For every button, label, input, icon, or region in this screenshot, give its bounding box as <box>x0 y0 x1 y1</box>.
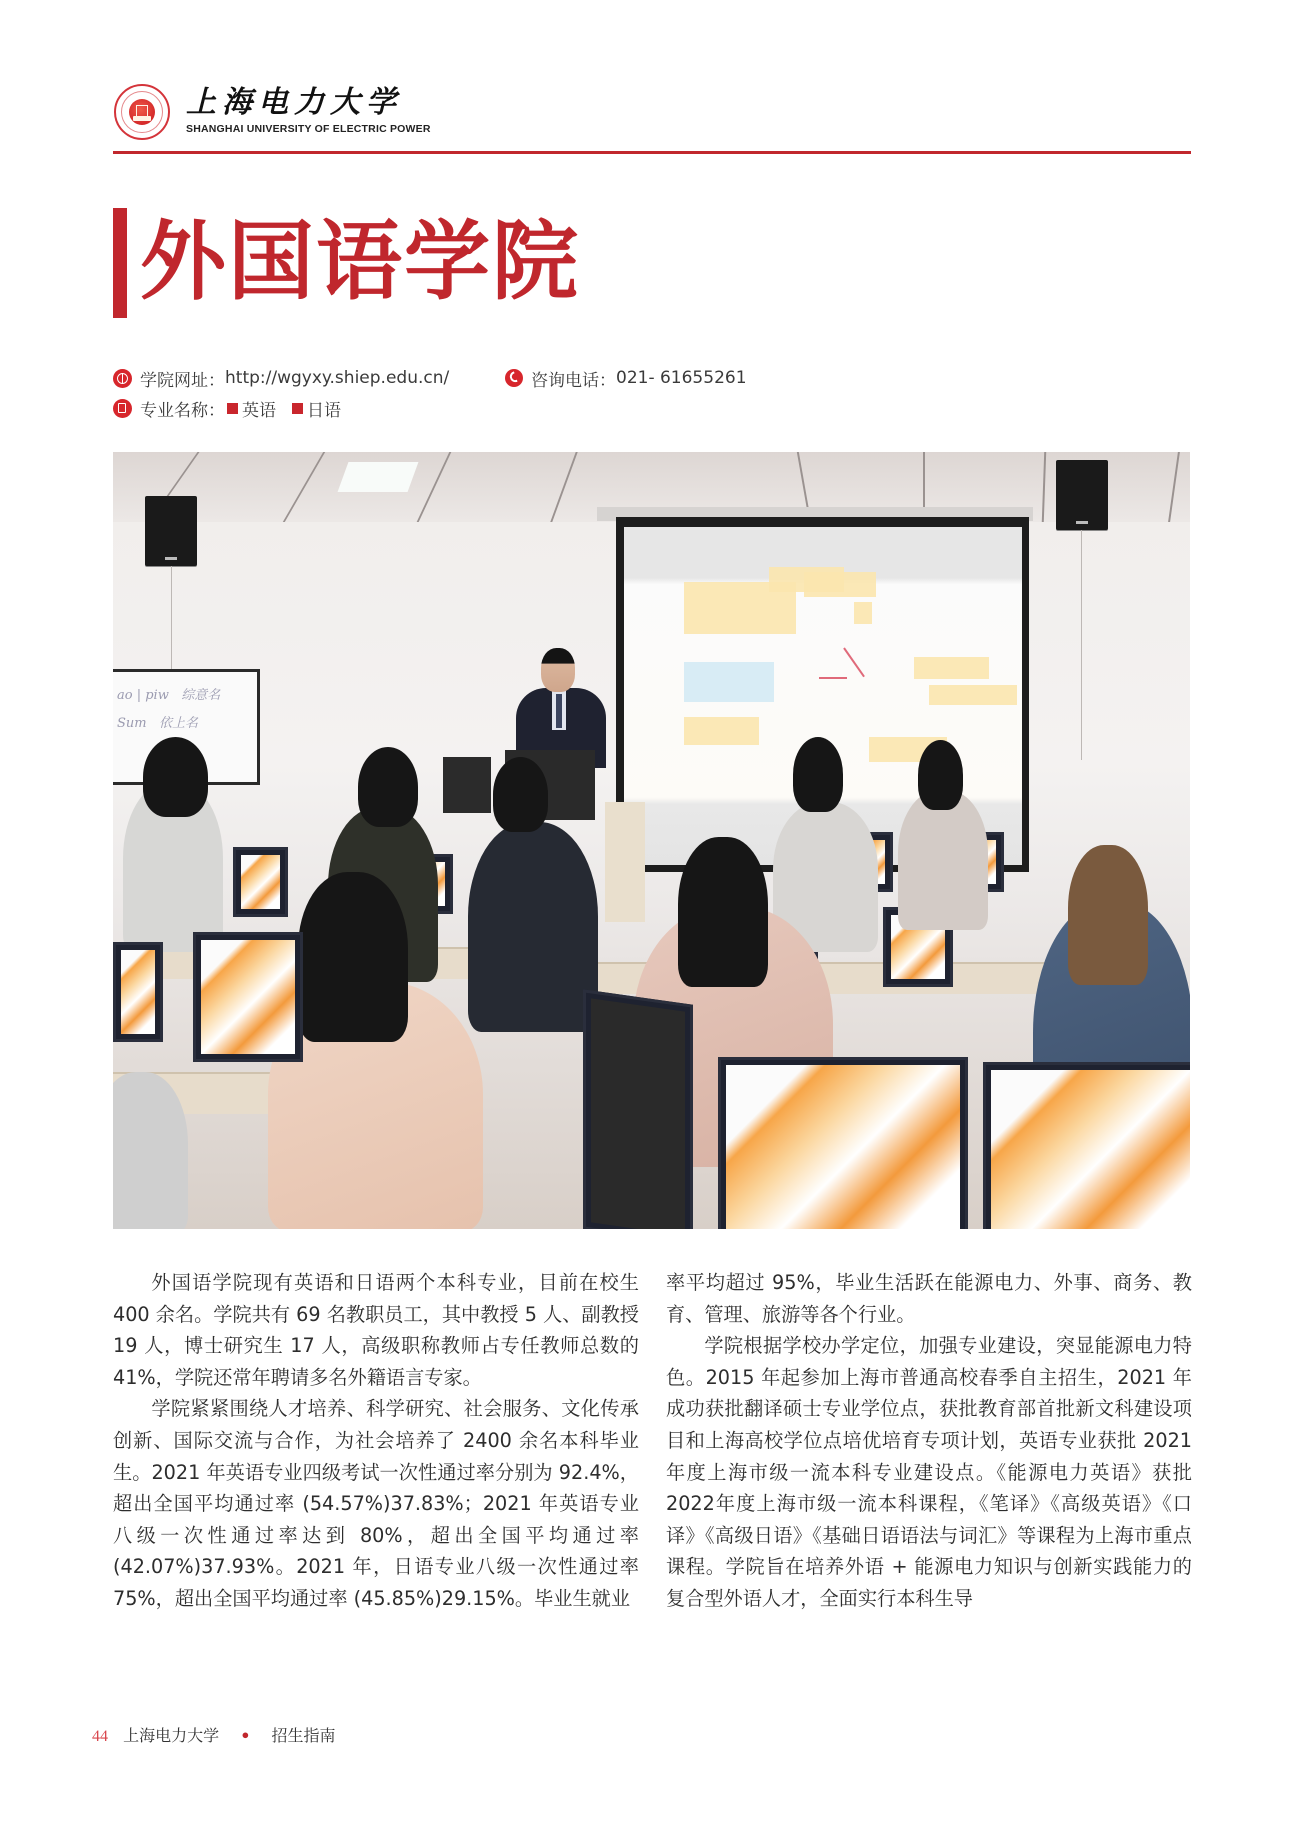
website-link[interactable]: http://wgyxy.shiep.edu.cn/ <box>225 368 450 388</box>
body-right-column <box>666 1267 1192 1615</box>
website-label: 学院网址： <box>140 370 225 391</box>
podium-monitor <box>443 757 491 813</box>
body-paragraph: 率平均超过 95%，毕业生活跃在能源电力、外事、商务、教育、管理、旅游等各个行业。 <box>666 1271 1192 1326</box>
body-paragraph: 学院根据学校办学定位，加强专业建设，突显能源电力特色。2015 年起参加上海市普通高校春季自主招生，2021 年成功获批翻译硕士专业学位点，获批教育部首批新文科建设项目和上海高校学位点培优培育专项计划，英语专业获批 2021 年度上海市级一流本科专业建设点。《能源电力英语》获批2022年度上海市级一流本科课程，《笔译》《高级英语》《口译》《高级日语》《基础日语语法与词汇》等课程为上海市重点课程。学院旨在培养外语 + 能源电力知识与创新实践能力的复合型外语人才，全面实行本科生导 <box>666 1334 1192 1610</box>
wall-speaker-left <box>145 496 197 566</box>
majors-label: 专业名称： <box>140 400 225 421</box>
phone-label: 咨询电话： <box>531 370 616 391</box>
body-paragraph: 外国语学院现有英语和日语两个本科专业，目前在校生 400 余名。学院共有 69 名教职员工，其中教授 5 人、副教授 19 人，博士研究生 17 人，高级职称教师占专任教师总数的 41%，学院还常年聘请多名外籍语言专家。 <box>113 1271 639 1389</box>
majors-row <box>113 396 341 420</box>
university-seal-icon <box>114 84 170 140</box>
university-logo <box>114 84 431 144</box>
footer-separator: • <box>240 1726 251 1745</box>
page-footer <box>92 1723 336 1746</box>
classroom-photo <box>113 452 1190 1229</box>
bullet-square-icon <box>227 403 238 414</box>
phone-number: 021- 61655261 <box>616 368 747 388</box>
title-accent-bar <box>113 208 127 318</box>
wall-speaker-right <box>1056 460 1108 530</box>
book-icon <box>113 399 132 418</box>
whiteboard: ao | piw 综意名 Sum 依上名 <box>113 669 260 785</box>
page-title: 外国语学院 <box>140 211 580 312</box>
website-row <box>113 366 449 390</box>
body-left-column <box>113 1267 639 1615</box>
header-divider <box>113 151 1191 154</box>
phone-row <box>505 366 747 390</box>
major-english: 英语 <box>242 400 276 421</box>
partition-pillar <box>605 802 645 922</box>
globe-icon <box>113 369 132 388</box>
bullet-square-icon <box>292 403 303 414</box>
footer-section: 招生指南 <box>271 1726 336 1745</box>
phone-icon <box>505 369 523 387</box>
body-paragraph: 学院紧紧围绕人才培养、科学研究、社会服务、文化传承创新、国际交流与合作，为社会培养了 2400 余名本科毕业生。2021 年英语专业四级考试一次性通过率分别为 92.4%，超出全国平均通过率 (54.57%)37.83%；2021 年英语专业八级一次性通过率达到 80%，超出全国平均通过率 (42.07%)37.93%。2021 年，日语专业八级一次性通过率 75%，超出全国平均通过率 (45.85%)29.15%。毕业生就业 <box>113 1397 639 1610</box>
footer-publication: 上海电力大学 <box>123 1726 220 1745</box>
page-number: 44 <box>92 1728 108 1745</box>
university-name-cn: 上海电力大学 <box>186 85 402 120</box>
major-japanese: 日语 <box>307 400 341 421</box>
university-name-en: SHANGHAI UNIVERSITY OF ELECTRIC POWER <box>186 123 431 135</box>
